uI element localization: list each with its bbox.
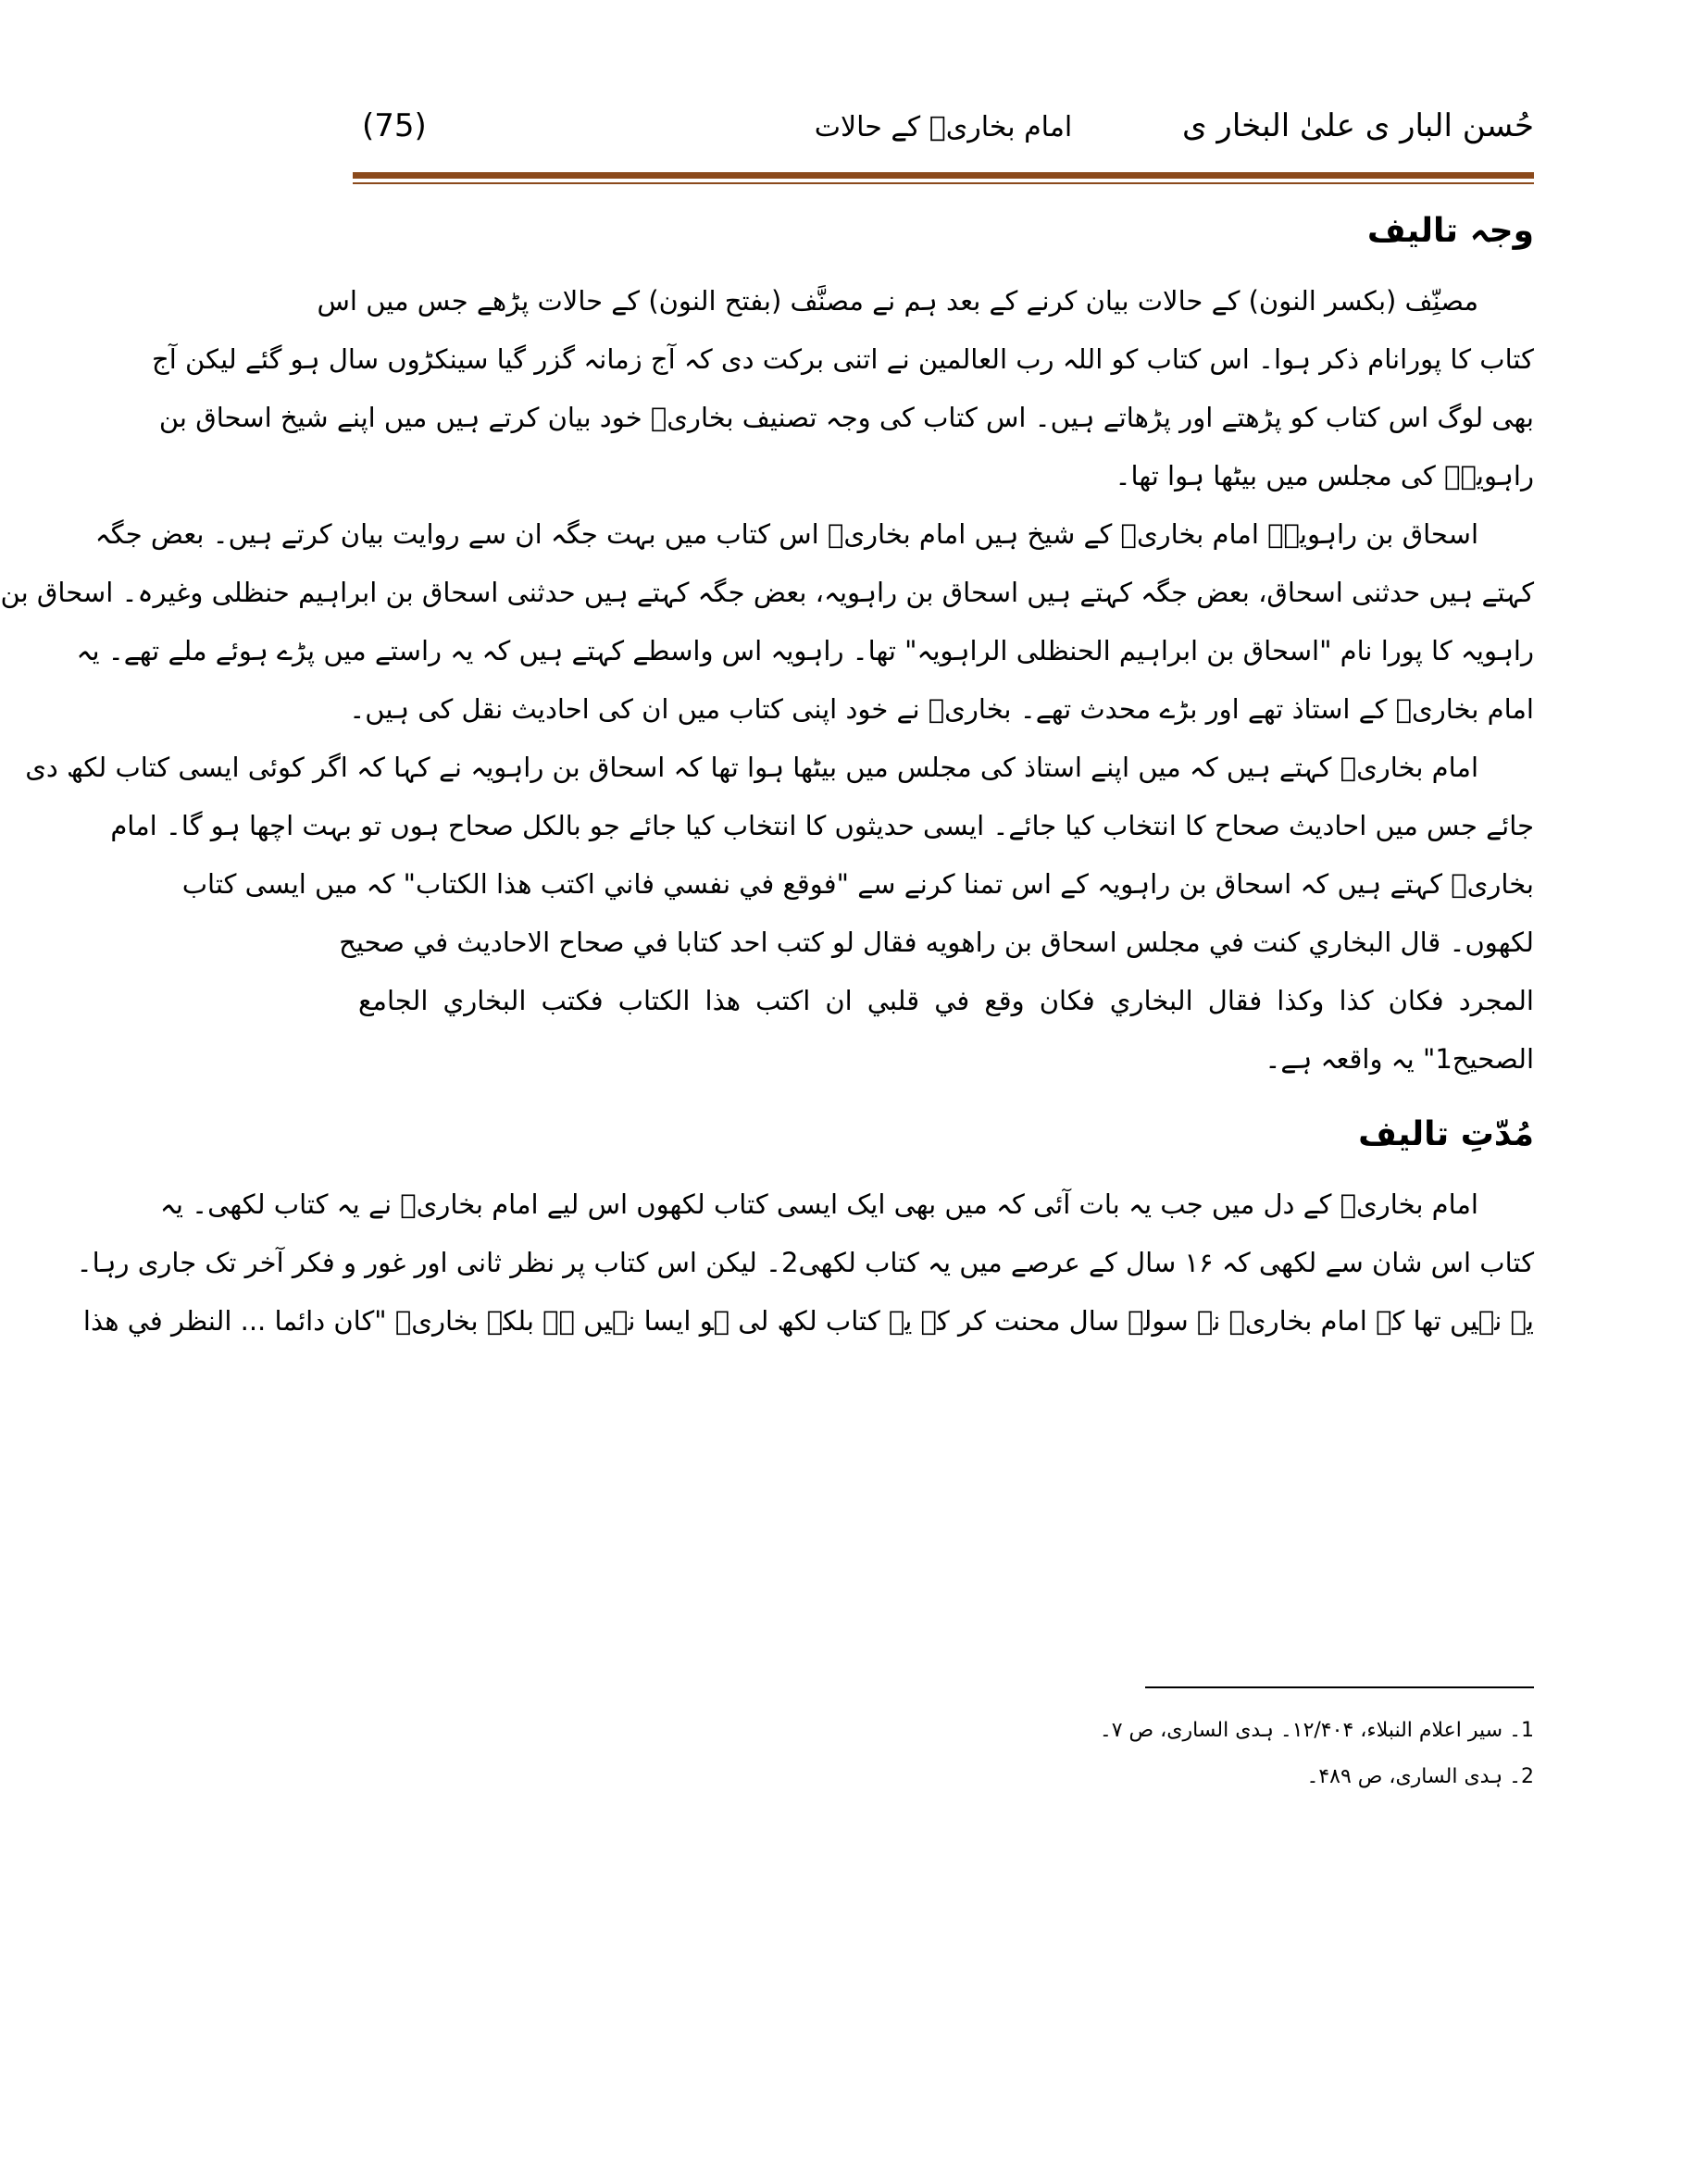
text-line: راہویہ کا پورا نام "اسحاق بن ابراہیم الحنظلی الراہویہ" تھا۔ راہویہ اس واسطے کہتے ہیں کہ یہ راستے میں پڑے ہوئے ملے تھے۔ یہ bbox=[76, 635, 1534, 666]
paragraph bbox=[76, 1176, 1534, 1350]
text-line: الصحيح1" یہ واقعہ ہے۔ bbox=[1265, 1043, 1534, 1075]
footnote-1: 1۔ سیر اعلام النبلاء، ۱۲/۴۰۴۔ ہدی الساری، ص ۷۔ bbox=[1099, 1719, 1534, 1742]
page-number: (75) bbox=[362, 107, 427, 144]
page-header bbox=[353, 107, 1534, 163]
text-line: لکھوں۔ قال البخاري كنت في مجلس اسحاق بن راهويه فقال لو كتب احد كتابا في صحاح الاحاديث في صحيح bbox=[339, 927, 1534, 958]
section-heading-duration: مُدّتِ تالیف bbox=[1358, 1115, 1534, 1153]
text-line: بخاریؒ کہتے ہیں کہ اسحاق بن راہویہ کے اس تمنا کرنے سے "فوقع في نفسي فاني اكتب هذا الكتاب" کہ میں ایسی کتاب bbox=[181, 868, 1534, 900]
page-body bbox=[0, 204, 1534, 1350]
text-line: کتاب اس شان سے لکھی کہ ۱۶ سال کے عرصے میں یہ کتاب لکھی2۔ لیکن اس کتاب پر نظر ثانی اور غور و فکر آخر تک جاری رہا۔ bbox=[76, 1247, 1534, 1278]
section-heading-reason: وجہ تالیف bbox=[1366, 212, 1534, 250]
text-line: یہ نہیں تھا کہ امام بخاریؒ نے سولہ سال محنت کر کے یہ کتاب لکھ لی ہو ایسا نہیں ہے بلکہ بخاریؒ "كان دائما ... النظر في هذا bbox=[82, 1305, 1534, 1337]
paragraph bbox=[25, 739, 1534, 1089]
text-line: مصنِّف (بکسر النون) کے حالات بیان کرنے کے بعد ہم نے مصنَّف (بفتح النون) کے حالات پڑھے جس میں اس bbox=[317, 285, 1478, 317]
book-title: حُسن البار ی علیٰ البخار ی bbox=[1181, 107, 1534, 144]
text-line: کہتے ہیں حدثنی اسحاق، بعض جگہ کہتے ہیں اسحاق بن راہویہ، بعض جگہ کہتے ہیں حدثنی اسحاق بن ابراہیم حنظلی وغیرہ۔ اسحاق بن bbox=[0, 577, 1534, 608]
text-line: راہویہؒ کی مجلس میں بیٹھا ہوا تھا۔ bbox=[1115, 460, 1534, 491]
text-line: امام بخاریؒ کے استاذ تھے اور بڑے محدث تھے۔ بخاریؒ نے خود اپنی کتاب میں ان کی احادیث نقل کی ہیں۔ bbox=[349, 693, 1534, 725]
header-rule-thick bbox=[353, 172, 1534, 179]
text-line: امام بخاریؒ کے دل میں جب یہ بات آئی کہ میں بھی ایک ایسی کتاب لکھوں اس لیے امام بخاریؒ نے یہ کتاب لکھی۔ یہ bbox=[159, 1188, 1478, 1220]
header-rule-thin bbox=[353, 182, 1534, 184]
text-line: کتاب کا پورانام ذکر ہوا۔ اس کتاب کو اللہ رب العالمین نے اتنی برکت دی کہ آج زمانہ گزر گیا سینکڑوں سال ہو گئے لیکن آج bbox=[152, 343, 1534, 375]
paragraph bbox=[0, 505, 1534, 739]
text-line: جائے جس میں احادیث صحاح کا انتخاب کیا جائے۔ ایسی حدیثوں کا انتخاب کیا جائے جو بالکل صحاح ہوں تو بہت اچھا ہو گا۔ امام bbox=[110, 810, 1534, 841]
text-line: اسحاق بن راہویہؒ امام بخاریؒ کے شیخ ہیں امام بخاریؒ اس کتاب میں بہت جگہ ان سے روایت بیان کرتے ہیں۔ بعض جگہ bbox=[94, 518, 1478, 550]
footnote-separator bbox=[1145, 1686, 1534, 1688]
footnote-2: 2۔ ہدی الساری، ص ۴۸۹۔ bbox=[1306, 1765, 1534, 1788]
chapter-title: امام بخاریؒ کے حالات bbox=[814, 111, 1073, 143]
section-spacer bbox=[358, 1089, 1534, 1107]
footnotes bbox=[886, 1708, 1534, 1800]
text-line: المجرد فكان كذا وكذا فقال البخاري فكان وقع في قلبي ان اكتب هذا الكتاب فكتب البخاري الجامع bbox=[358, 985, 1534, 1016]
text-line: بھی لوگ اس کتاب کو پڑھتے اور پڑھاتے ہیں۔ اس کتاب کی وجہ تصنیف بخاریؒ خود بیان کرتے ہیں میں اپنے شیخ اسحاق بن bbox=[158, 402, 1534, 433]
text-line: امام بخاریؒ کہتے ہیں کہ میں اپنے استاذ کی مجلس میں بیٹھا ہوا تھا کہ اسحاق بن راہویہ نے کہا کہ اگر کوئی ایسی کتاب لکھ دی bbox=[25, 752, 1478, 783]
paragraph bbox=[152, 272, 1534, 505]
